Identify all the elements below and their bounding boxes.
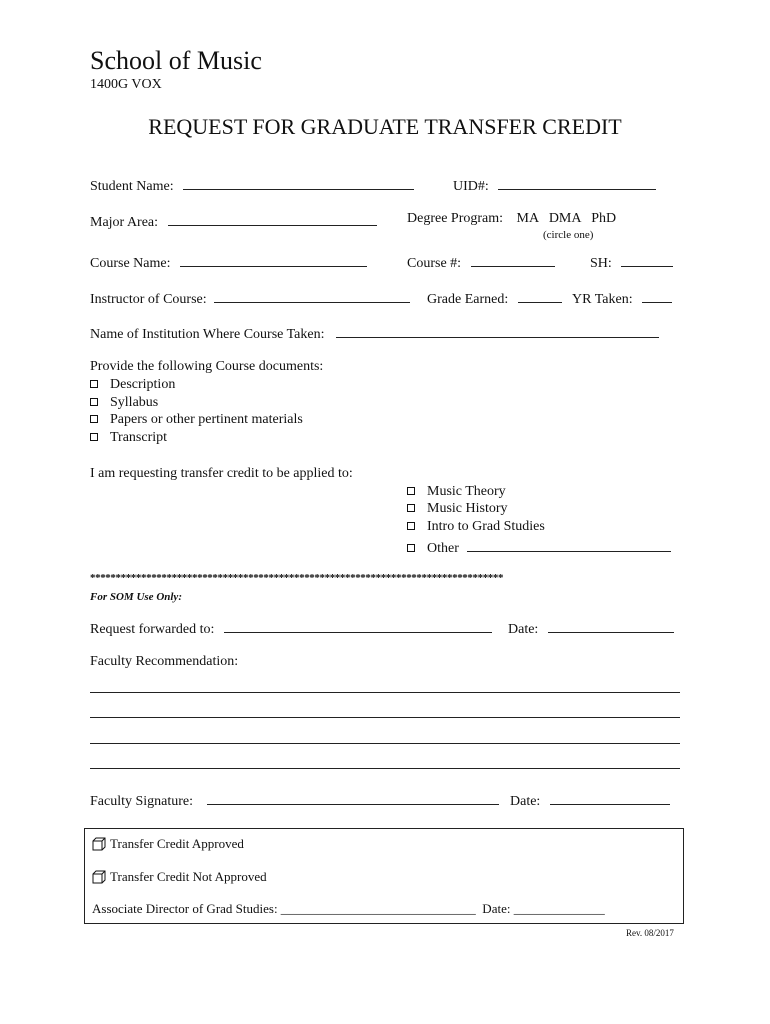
documents-item[interactable]	[90, 430, 167, 446]
school-address: 1400G VOX	[90, 77, 162, 92]
instructor-field[interactable]	[214, 288, 410, 303]
documents-heading: Provide the following Course documents:	[90, 359, 324, 374]
transfer-heading: I am requesting transfer credit to be applied to:	[90, 466, 353, 481]
forwarded-date-row	[508, 618, 674, 638]
approved-option[interactable]	[92, 836, 244, 852]
transfer-item-label: Music History	[427, 501, 508, 516]
documents-item-label: Description	[110, 377, 176, 392]
major-area-field[interactable]	[168, 211, 377, 226]
documents-item-label: Papers or other pertinent materials	[110, 412, 303, 427]
yr-taken-label: YR Taken:	[572, 292, 633, 307]
student-name-field[interactable]	[183, 175, 414, 190]
instructor-row	[90, 288, 410, 308]
recommendation-line[interactable]	[90, 692, 680, 693]
faculty-recommendation-label: Faculty Recommendation:	[90, 654, 239, 669]
request-forwarded-field[interactable]	[224, 618, 492, 633]
forwarded-date-label: Date:	[508, 622, 539, 637]
revision-note: Rev. 08/2017	[626, 928, 674, 938]
signature-date-row	[510, 790, 670, 810]
circle-one-note: (circle one)	[543, 229, 594, 241]
checkbox-icon[interactable]	[407, 504, 415, 512]
institution-field[interactable]	[336, 323, 659, 338]
signature-date-label: Date:	[510, 794, 541, 809]
course-number-field[interactable]	[471, 252, 555, 267]
major-area-row	[90, 211, 377, 231]
transfer-item-other[interactable]	[407, 537, 671, 557]
course-number-row	[407, 252, 555, 272]
checkbox-icon[interactable]	[407, 544, 415, 552]
som-use-only-label: For SOM Use Only:	[90, 591, 182, 603]
course-name-label: Course Name:	[90, 256, 171, 271]
student-name-label: Student Name:	[90, 179, 174, 194]
uid-row	[453, 175, 656, 195]
not-approved-option[interactable]	[92, 869, 267, 885]
recommendation-line[interactable]	[90, 717, 680, 718]
checkbox-icon[interactable]	[90, 415, 98, 423]
request-forwarded-label: Request forwarded to:	[90, 622, 215, 637]
documents-item[interactable]	[90, 377, 175, 393]
instructor-label: Instructor of Course:	[90, 292, 207, 307]
yr-taken-field[interactable]	[642, 288, 672, 303]
school-name: School of Music	[90, 46, 262, 75]
assoc-director-line[interactable]: Associate Director of Grad Studies: ______________________________ Date: ______________	[92, 901, 605, 916]
not-approved-label: Transfer Credit Not Approved	[110, 869, 267, 884]
separator-stars: *********************************************************************************	[90, 572, 504, 584]
transfer-item[interactable]	[407, 484, 506, 500]
forwarded-date-field[interactable]	[548, 618, 674, 633]
major-area-label: Major Area:	[90, 215, 159, 230]
transfer-item[interactable]	[407, 519, 545, 535]
course-name-row	[90, 252, 367, 272]
grade-earned-row	[427, 288, 562, 308]
sh-row	[590, 252, 673, 272]
checkbox-icon[interactable]	[92, 870, 106, 884]
grade-earned-field[interactable]	[518, 288, 562, 303]
transfer-item-label: Other	[427, 541, 459, 556]
faculty-signature-row	[90, 790, 499, 810]
yr-taken-row	[572, 288, 672, 308]
documents-item[interactable]	[90, 395, 158, 411]
checkbox-icon[interactable]	[407, 522, 415, 530]
recommendation-line[interactable]	[90, 768, 680, 769]
faculty-signature-label: Faculty Signature:	[90, 794, 194, 809]
course-number-label: Course #:	[407, 256, 462, 271]
checkbox-icon[interactable]	[407, 487, 415, 495]
institution-row	[90, 323, 659, 343]
uid-field[interactable]	[498, 175, 656, 190]
faculty-signature-field[interactable]	[207, 790, 499, 805]
checkbox-icon[interactable]	[92, 837, 106, 851]
degree-program-row	[407, 211, 616, 227]
degree-options[interactable]: MA DMA PhD	[516, 211, 617, 226]
documents-item-label: Syllabus	[110, 395, 159, 410]
transfer-item-label: Intro to Grad Studies	[427, 519, 545, 534]
request-forwarded-row	[90, 618, 492, 638]
course-name-field[interactable]	[180, 252, 367, 267]
other-field[interactable]	[467, 537, 671, 552]
sh-field[interactable]	[621, 252, 673, 267]
documents-item[interactable]	[90, 412, 303, 428]
sh-label: SH:	[590, 256, 612, 271]
degree-program-label: Degree Program:	[407, 211, 504, 226]
form-title: REQUEST FOR GRADUATE TRANSFER CREDIT	[148, 114, 622, 139]
student-name-row	[90, 175, 414, 195]
uid-label: UID#:	[453, 179, 489, 194]
transfer-item[interactable]	[407, 501, 508, 517]
approved-label: Transfer Credit Approved	[110, 836, 244, 851]
checkbox-icon[interactable]	[90, 380, 98, 388]
grade-earned-label: Grade Earned:	[427, 292, 509, 307]
checkbox-icon[interactable]	[90, 398, 98, 406]
recommendation-line[interactable]	[90, 743, 680, 744]
transfer-item-label: Music Theory	[427, 484, 506, 499]
documents-item-label: Transcript	[110, 430, 168, 445]
checkbox-icon[interactable]	[90, 433, 98, 441]
signature-date-field[interactable]	[550, 790, 670, 805]
institution-label: Name of Institution Where Course Taken:	[90, 327, 325, 342]
